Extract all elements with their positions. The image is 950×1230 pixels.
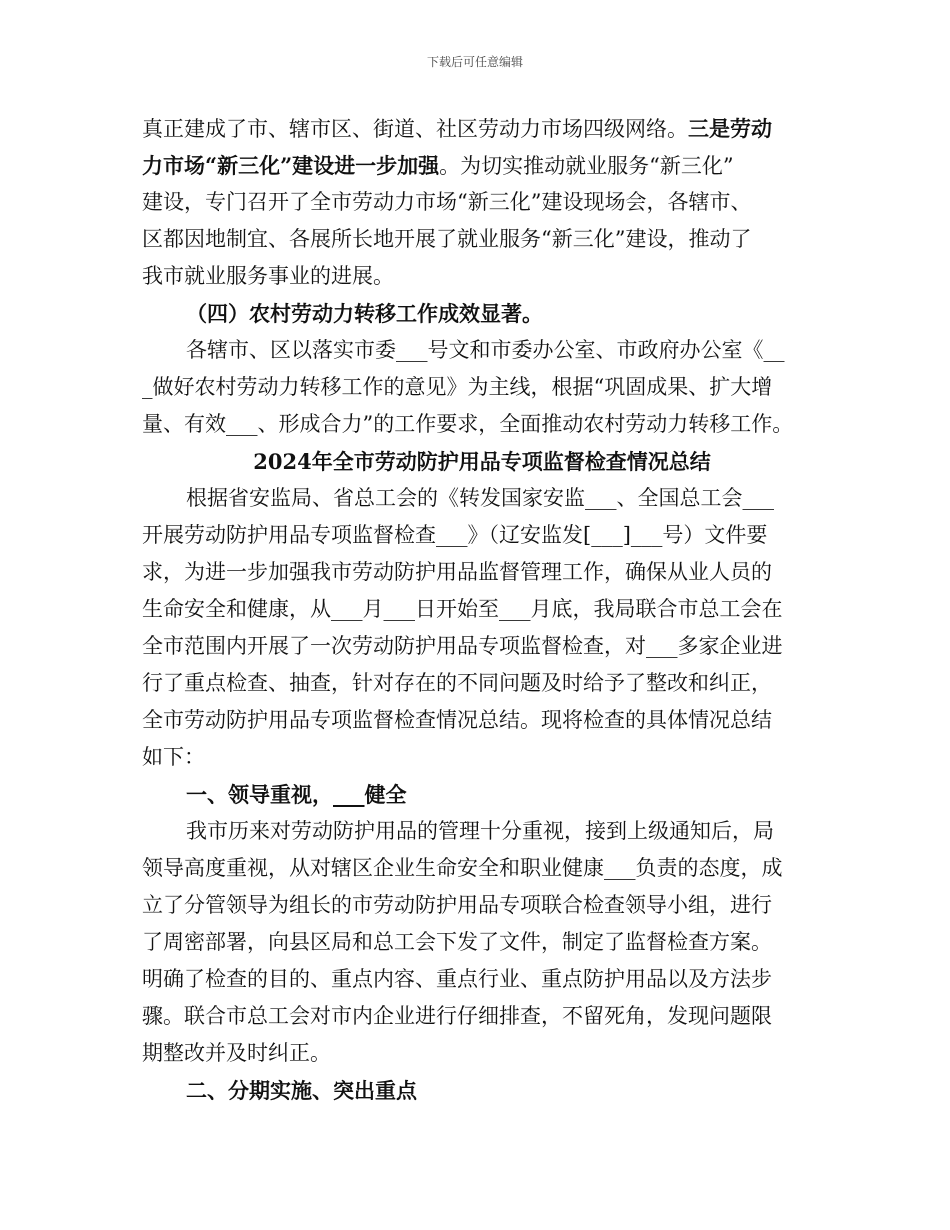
body-line: 我市历来对劳动防护用品的管理十分重视，接到上级通知后，局 [186,819,774,843]
body-line: 骤。联合市总工会对市内企业进行仔细排查，不留死角，发现问题限 [142,1004,772,1028]
body-line [142,147,822,184]
body-line: 各辖市、区以落实市委___号文和市委办公室、市政府办公室《__ [186,338,785,362]
body-line: 全市范围内开展了一次劳动防护用品专项监督检查，对___多家企业进 [142,634,783,658]
body-text: 。为切实推动就业服务“新三化” [439,154,734,178]
body-line: 立了分管领导为组长的市劳动防护用品专项联合检查领导小组，进行 [142,893,772,917]
body-line: 期整改并及时纠正。 [142,1041,331,1065]
body-line: 明确了检查的目的、重点内容、重点行业、重点防护用品以及方法步 [142,967,772,991]
body-line: 根据省安监局、省总工会的《转发国家安监___、全国总工会___ [186,486,774,510]
page-header: 下载后可任意编辑 [426,55,523,69]
body-text: 真正建成了市、辖市区、街道、社区劳动力市场四级网络。 [142,117,688,141]
emphasis-text: 力市场“新三化”建设进一步加强 [142,153,440,178]
body-line: 生命安全和健康，从___月___日开始至___月底，我局联合市总工会在 [142,597,783,621]
body-line: 如下： [142,745,205,769]
body-line: 全市劳动防护用品专项监督检查情况总结。现将检查的具体情况总结 [142,708,772,732]
body-line: 开展劳动防护用品专项监督检查___》（辽安监发[___]___号）文件要 [142,523,768,547]
body-line: 领导高度重视，从对辖区企业生命安全和职业健康___负责的态度，成 [142,856,783,880]
body-line: 建设，专门召开了全市劳动力市场“新三化”建设现场会，各辖市、 [142,190,752,214]
document-title: 2024年全市劳动防护用品专项监督检查情况总结 [253,449,711,474]
body-line: 求，为进一步加强我市劳动防护用品监督管理工作，确保从业人员的 [142,560,772,584]
body-line: 量、有效___、形成合力”的工作要求，全面推动农村劳动力转移工作。 [142,412,794,436]
body-line: 我市就业服务事业的进展。 [142,264,394,288]
body-line: 行了重点检查、抽查，针对存在的不同问题及时给予了整改和纠正， [142,671,772,695]
body-line: 了周密部署，向县区局和总工会下发了文件，制定了监督检查方案。 [142,930,772,954]
section-heading: （四）农村劳动力转移工作成效显著。 [186,301,543,326]
section-heading: 二、分期实施、突出重点 [186,1078,417,1103]
body-line: _做好农村劳动力转移工作的意见》为主线，根据“巩固成果、扩大增 [142,375,773,399]
document-body [142,110,822,1109]
body-line: 区都因地制宜、各展所长地开展了就业服务“新三化”建设，推动了 [142,227,752,251]
section-heading: 一、领导重视，___健全 [186,782,407,807]
emphasis-text: 三是劳动 [688,116,772,141]
body-line [142,110,822,147]
